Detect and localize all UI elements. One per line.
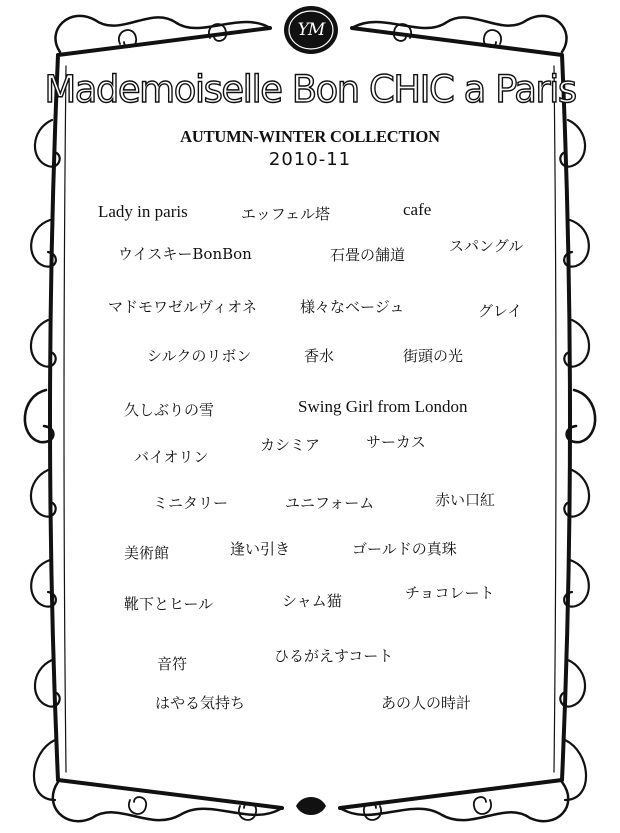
word-item: 靴下とヒール (124, 595, 214, 613)
page-title: Mademoiselle Bon CHIC a Paris (44, 68, 576, 111)
word-item: バイオリン (134, 448, 209, 466)
word-item: 赤い口紅 (435, 491, 496, 509)
word-item: 久しぶりの雪 (124, 401, 215, 419)
word-item: シャム猫 (282, 592, 342, 610)
word-item: カシミア (260, 436, 321, 454)
word-item: 逢い引き (230, 540, 291, 558)
word-item: 音符 (157, 655, 188, 673)
word-item: Swing Girl from London (298, 397, 468, 416)
word-item: 石畳の舗道 (330, 246, 406, 264)
word-item: マドモワゼルヴィオネ (108, 298, 257, 316)
word-item: ミニタリー (153, 494, 229, 512)
word-item: 様々なベージュ (300, 298, 405, 316)
word-item: チョコレート (405, 584, 495, 602)
word-item: スパングル (449, 237, 524, 255)
word-item: 街頭の光 (403, 347, 464, 365)
word-item: はやる気持ち (155, 694, 246, 712)
word-item: Lady in paris (98, 202, 188, 221)
collection-subtitle: AUTUMN-WINTER COLLECTION (180, 127, 440, 146)
word-item: ユニフォーム (285, 494, 375, 512)
word-item: 美術館 (124, 544, 170, 562)
word-item: サーカス (366, 433, 426, 451)
season-year: 2010-11 (268, 149, 352, 170)
word-item: cafe (403, 200, 432, 219)
word-item: あの人の時計 (381, 694, 472, 712)
word-item: エッフェル塔 (241, 205, 330, 223)
word-item: グレイ (478, 302, 523, 320)
monogram-logo: YM (297, 20, 325, 40)
word-item: シルクのリボン (147, 347, 252, 365)
word-item: ゴールドの真珠 (352, 540, 457, 558)
word-item: ひるがえすコート (274, 647, 394, 665)
word-item: ウイスキーBonBon (118, 245, 252, 263)
word-item: 香水 (304, 347, 335, 365)
